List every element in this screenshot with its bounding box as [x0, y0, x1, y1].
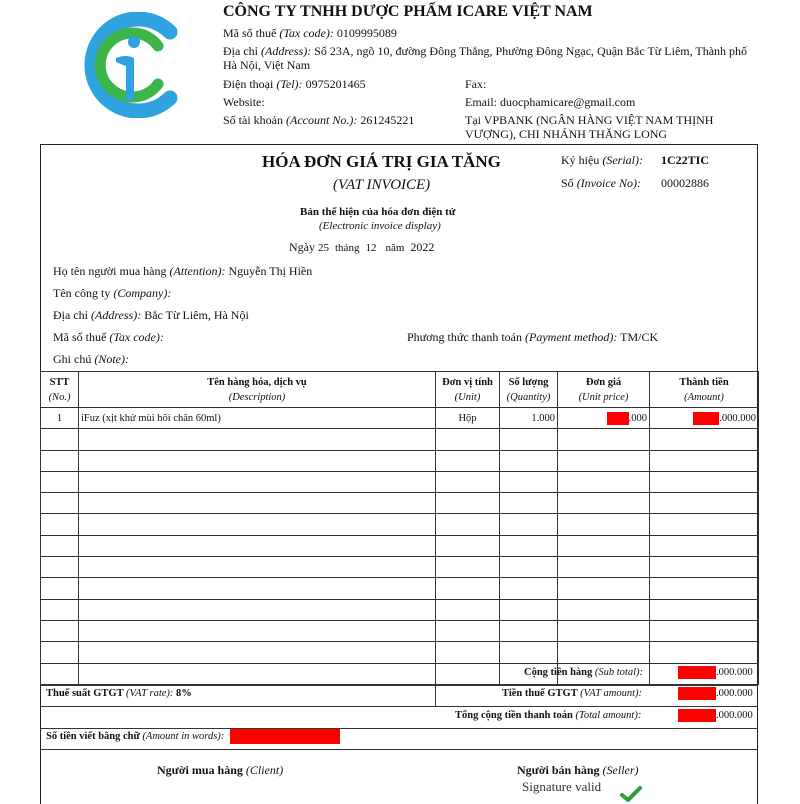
- amount-words-row: [40, 729, 758, 750]
- empty-cell: [41, 493, 79, 514]
- empty-cell: [650, 429, 759, 450]
- buyer-name: Nguyễn Thị Hiền: [228, 264, 313, 278]
- row-quantity: 1.000: [500, 408, 558, 429]
- empty-cell: [558, 620, 650, 641]
- empty-cell: [500, 642, 558, 663]
- company-bank-line2: VƯỢNG), CHI NHÁNH THĂNG LONG: [465, 127, 668, 141]
- amount-words-label: Số tiền viết bằng chữ (Amount in words):: [46, 731, 225, 742]
- company-account: 261245221: [360, 113, 415, 127]
- empty-cell: [500, 493, 558, 514]
- vat-row: [40, 685, 758, 707]
- empty-cell: [79, 620, 436, 641]
- table-row-empty: [41, 450, 759, 471]
- empty-cell: [436, 471, 500, 492]
- company-website-label: Website:: [223, 95, 265, 109]
- empty-cell: [558, 514, 650, 535]
- invoice-year: 2022: [410, 240, 435, 254]
- company-account-line: Số tài khoản (Account No.): 261245221: [223, 113, 415, 127]
- redaction-box: [693, 412, 719, 425]
- redaction-box: [678, 709, 716, 722]
- table-row-empty: [41, 429, 759, 450]
- empty-cell: [558, 493, 650, 514]
- payment-method-line: Phương thức thanh toán (Payment method): TM/CK: [407, 330, 659, 344]
- empty-cell: [558, 429, 650, 450]
- empty-cell: [41, 535, 79, 556]
- empty-cell: [558, 642, 650, 663]
- subtotal-row: [40, 663, 758, 686]
- empty-cell: [436, 599, 500, 620]
- empty-cell: [500, 471, 558, 492]
- company-tax-line: Mã số thuế (Tax code): 0109995089: [223, 26, 397, 40]
- redaction-box: [230, 729, 340, 744]
- table-row-empty: [41, 599, 759, 620]
- empty-cell: [436, 642, 500, 663]
- row-no: 1: [41, 408, 79, 429]
- empty-cell: [41, 471, 79, 492]
- empty-cell: [500, 450, 558, 471]
- redaction-box: [607, 412, 629, 425]
- row-unit-price: .000: [558, 408, 650, 429]
- vat-amount-label: Tiền thuế GTGT (VAT amount):: [502, 688, 643, 699]
- row-description: iFuz (xịt khử mùi hôi chân 60ml): [79, 408, 436, 429]
- col-header-no: STT (No.): [41, 372, 79, 408]
- empty-cell: [436, 578, 500, 599]
- empty-cell: [436, 620, 500, 641]
- empty-cell: [79, 471, 436, 492]
- empty-cell: [436, 557, 500, 578]
- display-note: Bản thể hiện của hóa đơn điện tử: [300, 206, 456, 218]
- col-header-unit: Đơn vị tính (Unit): [436, 372, 500, 408]
- note-line: Ghi chú (Note):: [53, 352, 129, 366]
- empty-cell: [558, 557, 650, 578]
- empty-cell: [650, 535, 759, 556]
- empty-cell: [500, 557, 558, 578]
- company-phone-line: Điện thoại (Tel): 0975201465: [223, 77, 366, 91]
- table-row-empty: [41, 620, 759, 641]
- company-email-line: Email: duocphamicare@gmail.com: [465, 95, 636, 109]
- empty-cell: [650, 578, 759, 599]
- frame-top-border: [40, 144, 758, 145]
- empty-cell: [650, 642, 759, 663]
- empty-cell: [500, 429, 558, 450]
- empty-cell: [436, 429, 500, 450]
- table-row: [41, 408, 759, 429]
- amount-words-value: [230, 729, 340, 744]
- serial-value: 1C22TIC: [661, 153, 710, 167]
- company-logo: [78, 12, 180, 118]
- empty-cell: [41, 514, 79, 535]
- table-row-empty: [41, 535, 759, 556]
- vat-rate-value: 8%: [176, 688, 192, 699]
- invoice-title: HÓA ĐƠN GIÁ TRỊ GIA TĂNG: [262, 152, 501, 171]
- table-row-empty: [41, 493, 759, 514]
- table-row-empty: [41, 642, 759, 663]
- serial-label: Ký hiệu (Serial):: [561, 153, 643, 167]
- buyer-company-line: Tên công ty (Company):: [53, 286, 172, 300]
- empty-cell: [79, 535, 436, 556]
- buyer-address-line: Địa chỉ (Address): Bắc Từ Liêm, Hà Nội: [53, 308, 249, 322]
- empty-cell: [558, 471, 650, 492]
- empty-cell: [500, 578, 558, 599]
- col-header-quantity: Số lượng (Quantity): [500, 372, 558, 408]
- empty-cell: [500, 514, 558, 535]
- invoice-date: Ngày 25 tháng 12 năm 2022: [289, 240, 435, 254]
- empty-cell: [79, 557, 436, 578]
- seller-signature-label: Người bán hàng (Seller): [517, 763, 639, 777]
- col-header-unit-price: Đơn giá (Unit price): [558, 372, 650, 408]
- empty-cell: [650, 514, 759, 535]
- empty-cell: [41, 599, 79, 620]
- items-table: [40, 371, 759, 685]
- empty-cell: [436, 535, 500, 556]
- company-fax-label: Fax:: [465, 77, 487, 91]
- grand-total-value: .000.000: [678, 709, 753, 722]
- empty-cell: [79, 493, 436, 514]
- col-header-amount: Thành tiền (Amount): [650, 372, 759, 408]
- vat-rate-label: Thuế suất GTGT (VAT rate): 8%: [46, 688, 192, 699]
- empty-cell: [500, 599, 558, 620]
- table-row-empty: [41, 578, 759, 599]
- row-unit: Hộp: [436, 408, 500, 429]
- empty-cell: [79, 642, 436, 663]
- company-bank-line1: Tại VPBANK (NGÂN HÀNG VIỆT NAM THỊNH: [465, 113, 714, 127]
- subtotal-value: .000.000: [678, 666, 753, 679]
- company-name: CÔNG TY TNHH DƯỢC PHẨM ICARE VIỆT NAM: [223, 3, 593, 20]
- empty-cell: [650, 493, 759, 514]
- empty-cell: [41, 620, 79, 641]
- subtotal-label: Cộng tiền hàng (Sub total):: [524, 667, 644, 678]
- invoice-subtitle: (VAT INVOICE): [333, 177, 431, 193]
- company-address-line2: Hà Nội, Việt Nam: [223, 58, 311, 72]
- empty-cell: [558, 599, 650, 620]
- signature-valid-text: Signature valid: [522, 779, 602, 794]
- client-signature-label: Người mua hàng (Client): [157, 763, 284, 777]
- grand-total-label: Tổng cộng tiền thanh toán (Total amount):: [455, 710, 642, 721]
- empty-cell: [41, 578, 79, 599]
- empty-cell: [79, 599, 436, 620]
- empty-cell: [41, 642, 79, 663]
- payment-method: TM/CK: [620, 330, 659, 344]
- empty-cell: [79, 429, 436, 450]
- company-email: duocphamicare@gmail.com: [500, 95, 636, 109]
- empty-cell: [41, 450, 79, 471]
- empty-cell: [500, 535, 558, 556]
- row-amount: .000.000: [650, 408, 759, 429]
- table-row-empty: [41, 514, 759, 535]
- redaction-box: [678, 666, 716, 679]
- company-tax-code: 0109995089: [336, 26, 397, 40]
- invoice-number-value: 00002886: [661, 176, 709, 190]
- empty-cell: [650, 557, 759, 578]
- company-address-line: Địa chỉ (Address): Số 23A, ngõ 10, đường Đông Thắng, Phường Đông Ngạc, Quận Bắc Từ Liêm, Thành phố: [223, 44, 748, 58]
- empty-cell: [41, 557, 79, 578]
- buyer-name-line: Họ tên người mua hàng (Attention): Nguyễn Thị Hiền: [53, 264, 313, 278]
- redaction-box: [678, 687, 716, 700]
- empty-cell: [436, 514, 500, 535]
- empty-cell: [41, 429, 79, 450]
- buyer-address: Bắc Từ Liêm, Hà Nội: [144, 308, 249, 322]
- empty-cell: [436, 493, 500, 514]
- invoice-number-label: Số (Invoice No):: [561, 176, 641, 190]
- invoice-day: 25: [318, 242, 329, 254]
- empty-cell: [79, 450, 436, 471]
- table-header-row: [41, 372, 759, 408]
- empty-cell: [436, 450, 500, 471]
- empty-cell: [558, 450, 650, 471]
- empty-cell: [79, 578, 436, 599]
- empty-cell: [650, 599, 759, 620]
- empty-cell: [500, 620, 558, 641]
- display-note-en: (Electronic invoice display): [319, 220, 441, 232]
- vat-amount-value: .000.000: [678, 687, 753, 700]
- buyer-tax-line: Mã số thuế (Tax code):: [53, 330, 164, 344]
- table-row-empty: [41, 557, 759, 578]
- company-phone: 0975201465: [305, 77, 366, 91]
- empty-cell: [558, 535, 650, 556]
- empty-cell: [650, 450, 759, 471]
- empty-cell: [650, 620, 759, 641]
- empty-cell: [650, 471, 759, 492]
- table-row-empty: [41, 471, 759, 492]
- col-header-description: Tên hàng hóa, dịch vụ (Description): [79, 372, 436, 408]
- grand-total-row: [40, 707, 758, 729]
- empty-cell: [558, 578, 650, 599]
- empty-cell: [79, 514, 436, 535]
- invoice-month: 12: [365, 242, 377, 254]
